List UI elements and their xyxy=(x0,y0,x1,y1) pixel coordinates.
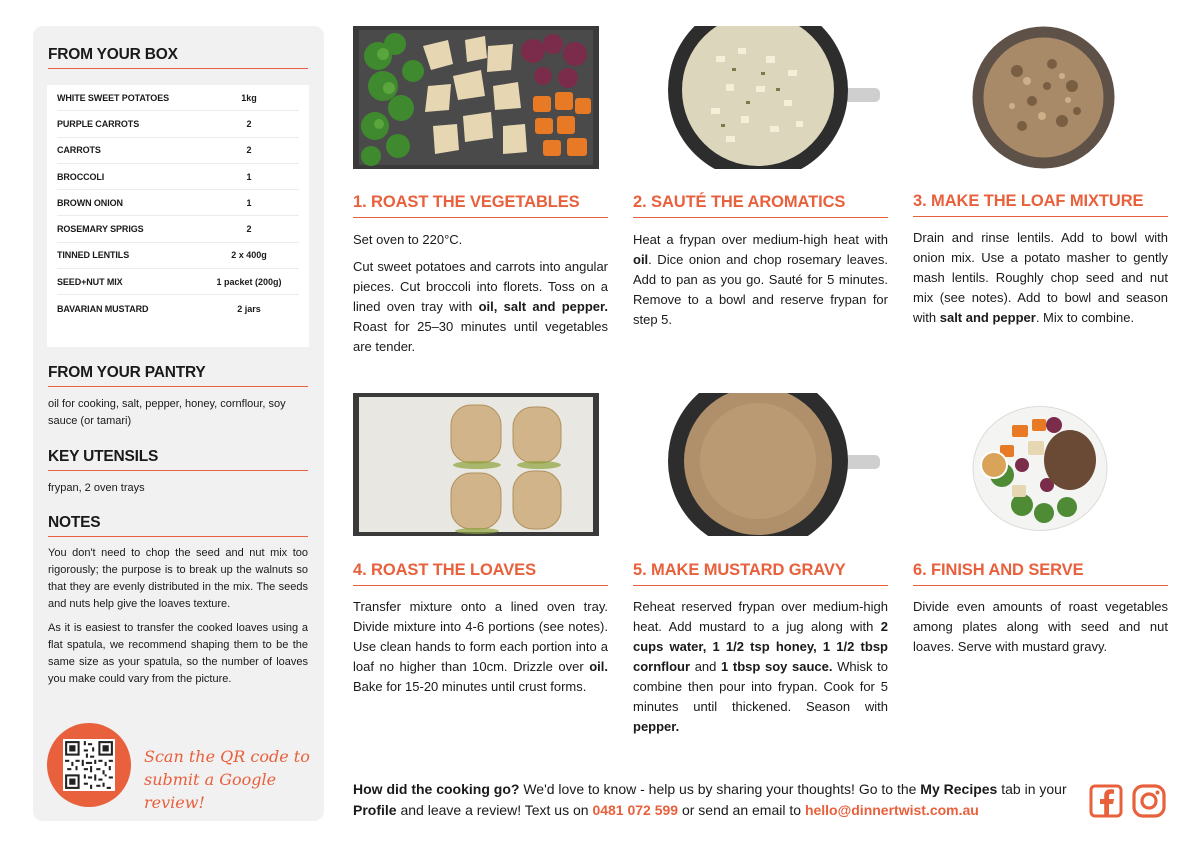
ingredient-name: ROSEMARY SPRIGS xyxy=(57,224,144,235)
profile-link[interactable]: Profile xyxy=(353,802,397,818)
ingredient-row xyxy=(57,164,299,190)
pantry-title: FROM YOUR PANTRY xyxy=(48,364,308,387)
ingredient-row xyxy=(57,295,299,321)
ingredient-name: BROCCOLI xyxy=(57,171,105,182)
step-body xyxy=(353,230,608,364)
loaf-mixture-photo xyxy=(972,26,1115,169)
qr-caption-line: Scan the QR code to xyxy=(144,747,310,766)
ingredient-row xyxy=(57,216,299,242)
notes-text xyxy=(48,545,308,695)
notes-title: NOTES xyxy=(48,514,308,537)
utensils-title: KEY UTENSILS xyxy=(48,448,308,471)
step-bold-text: 2 cups water, 1 1/2 tsp honey, 1 1/2 tbsp cornflour xyxy=(633,619,888,674)
step-text: and xyxy=(690,659,722,674)
step-text: . Dice onion and chop rosemary leaves. Add to pan as you go. Sauté for 5 minutes. Remove to a bowl and reserve frypan for step 5. xyxy=(633,252,888,327)
step-bold-text: oil, salt and pepper. xyxy=(478,299,608,314)
ingredient-qty: 1 xyxy=(246,171,252,182)
ingredient-qty: 1kg xyxy=(241,92,257,103)
ingredient-qty: 2 xyxy=(246,118,252,129)
step-bold-text: oil. xyxy=(589,659,608,674)
ingredients-table xyxy=(47,85,309,347)
ingredient-row xyxy=(57,243,299,269)
my-recipes-link[interactable]: My Recipes xyxy=(920,781,998,797)
step-bold-text: oil xyxy=(633,252,649,267)
step-body xyxy=(913,597,1168,664)
step-text: . Mix to combine. xyxy=(1035,310,1135,325)
step-bold-text: 1 tbsp soy sauce. xyxy=(721,659,833,674)
footer-text: We'd love to know - help us by sharing your thoughts! Go to the xyxy=(519,781,921,797)
step-title: 1. ROAST THE VEGETABLES xyxy=(353,193,608,218)
step-text: Roast for 25–30 minutes until vegetables are tender. xyxy=(353,319,608,354)
step-title: 4. ROAST THE LOAVES xyxy=(353,561,608,586)
ingredient-name: SEED+NUT MIX xyxy=(57,276,123,287)
ingredient-name: WHITE SWEET POTATOES xyxy=(57,92,170,103)
step-text: Transfer mixture onto a lined oven tray. Divide mixture into 4-6 portions (see notes). Use clean hands to form each portion into a loaf no higher than 10cm. Drizzle over xyxy=(353,599,608,674)
notes-paragraph: You don't need to chop the seed and nut mix too rigorously; the purpose is to break up the walnuts so that they are evenly distributed in the mix. The seeds and nuts help give the loaves texture. xyxy=(48,547,308,610)
ingredient-name: BAVARIAN MUSTARD xyxy=(57,303,149,314)
roast-loaves-photo xyxy=(353,393,599,536)
finish-and-serve-photo xyxy=(972,405,1108,532)
qr-code-icon[interactable] xyxy=(63,739,115,791)
step-paragraph xyxy=(913,228,1168,328)
facebook-icon[interactable] xyxy=(1089,784,1123,818)
feedback-footer xyxy=(353,779,1073,821)
footer-question: How did the cooking go? xyxy=(353,781,520,797)
ingredient-row xyxy=(57,138,299,164)
email-link[interactable]: hello@dinnertwist.com.au xyxy=(804,802,979,818)
step-text: Bake for 15-20 minutes until crust forms. xyxy=(353,679,587,694)
ingredient-name: TINNED LENTILS xyxy=(57,250,130,261)
step-text: Drain and rinse lentils. Add to bowl with onion mix. Use a potato masher to gently mash lentils. Roughly chop seed and nut mix (see notes). Add to bowl and season with xyxy=(913,230,1168,325)
step-body xyxy=(633,597,888,744)
step-paragraph: Set oven to 220°C. xyxy=(353,232,463,247)
phone-link[interactable]: 0481 072 599 xyxy=(592,802,679,818)
footer-text: tab in your xyxy=(997,781,1067,797)
step-text: Cut sweet potatoes and carrots into angular pieces. Cut broccoli into florets. Toss on a lined oven tray with xyxy=(353,259,608,314)
step-paragraph xyxy=(353,257,608,357)
ingredient-row xyxy=(57,269,299,295)
ingredient-qty: 1 xyxy=(246,197,252,208)
notes-paragraph: As it is easiest to transfer the cooked loaves using a flat spatula, we recommend shaping them to be the same size as your spatula, so the number of loaves you make could vary from the picture. xyxy=(48,622,308,685)
step-title: 5. MAKE MUSTARD GRAVY xyxy=(633,561,888,586)
step-title: 6. FINISH AND SERVE xyxy=(913,561,1168,586)
pantry-text: oil for cooking, salt, pepper, honey, cornflour, soy sauce (or tamari) xyxy=(48,398,286,427)
step-paragraph xyxy=(353,597,608,697)
from-your-box-title: FROM YOUR BOX xyxy=(48,46,308,69)
ingredient-qty: 2 xyxy=(246,224,252,235)
step-title: 3. MAKE THE LOAF MIXTURE xyxy=(913,192,1168,217)
qr-caption-line: submit a Google review! xyxy=(144,770,277,812)
instagram-icon[interactable] xyxy=(1132,784,1166,818)
step-text: Reheat reserved frypan over medium-high heat. Add mustard to a jug along with xyxy=(633,599,888,634)
footer-text: or send an email to xyxy=(678,802,805,818)
saute-aromatics-photo xyxy=(666,26,880,169)
utensils-text: frypan, 2 oven trays xyxy=(48,482,145,494)
ingredient-qty: 2 xyxy=(246,145,252,156)
ingredient-qty: 2 x 400g xyxy=(231,250,267,261)
step-paragraph xyxy=(633,597,888,737)
step-title: 2. SAUTÉ THE AROMATICS xyxy=(633,193,888,218)
step-text: Heat a frypan over medium-high heat with xyxy=(633,232,888,247)
ingredient-name: PURPLE CARROTS xyxy=(57,118,140,129)
step-body xyxy=(913,228,1168,335)
ingredient-qty: 2 jars xyxy=(237,303,261,314)
qr-caption xyxy=(144,745,314,814)
ingredient-name: BROWN ONION xyxy=(57,197,123,208)
qr-badge[interactable] xyxy=(47,723,131,807)
step-body xyxy=(353,597,608,704)
step-body xyxy=(633,230,888,337)
ingredient-row xyxy=(57,190,299,216)
mustard-gravy-photo xyxy=(666,393,880,536)
ingredient-row xyxy=(57,111,299,137)
sidebar xyxy=(33,26,324,821)
step-bold-text: pepper. xyxy=(633,719,680,734)
ingredient-row xyxy=(57,85,299,111)
step-paragraph xyxy=(633,230,888,330)
step-paragraph: Divide even amounts of roast vegetables among plates along with seed and nut loaves. Serve with mustard gravy. xyxy=(913,599,1168,654)
ingredient-name: CARROTS xyxy=(57,145,101,156)
step-bold-text: salt and pepper xyxy=(939,310,1036,325)
ingredient-qty: 1 packet (200g) xyxy=(216,276,282,287)
roast-vegetables-photo xyxy=(353,26,599,169)
step-text: Whisk to combine then pour into frypan. Cook for 5 minutes until thickened. Season with xyxy=(633,659,888,714)
footer-text: and leave a review! Text us on xyxy=(396,802,593,818)
